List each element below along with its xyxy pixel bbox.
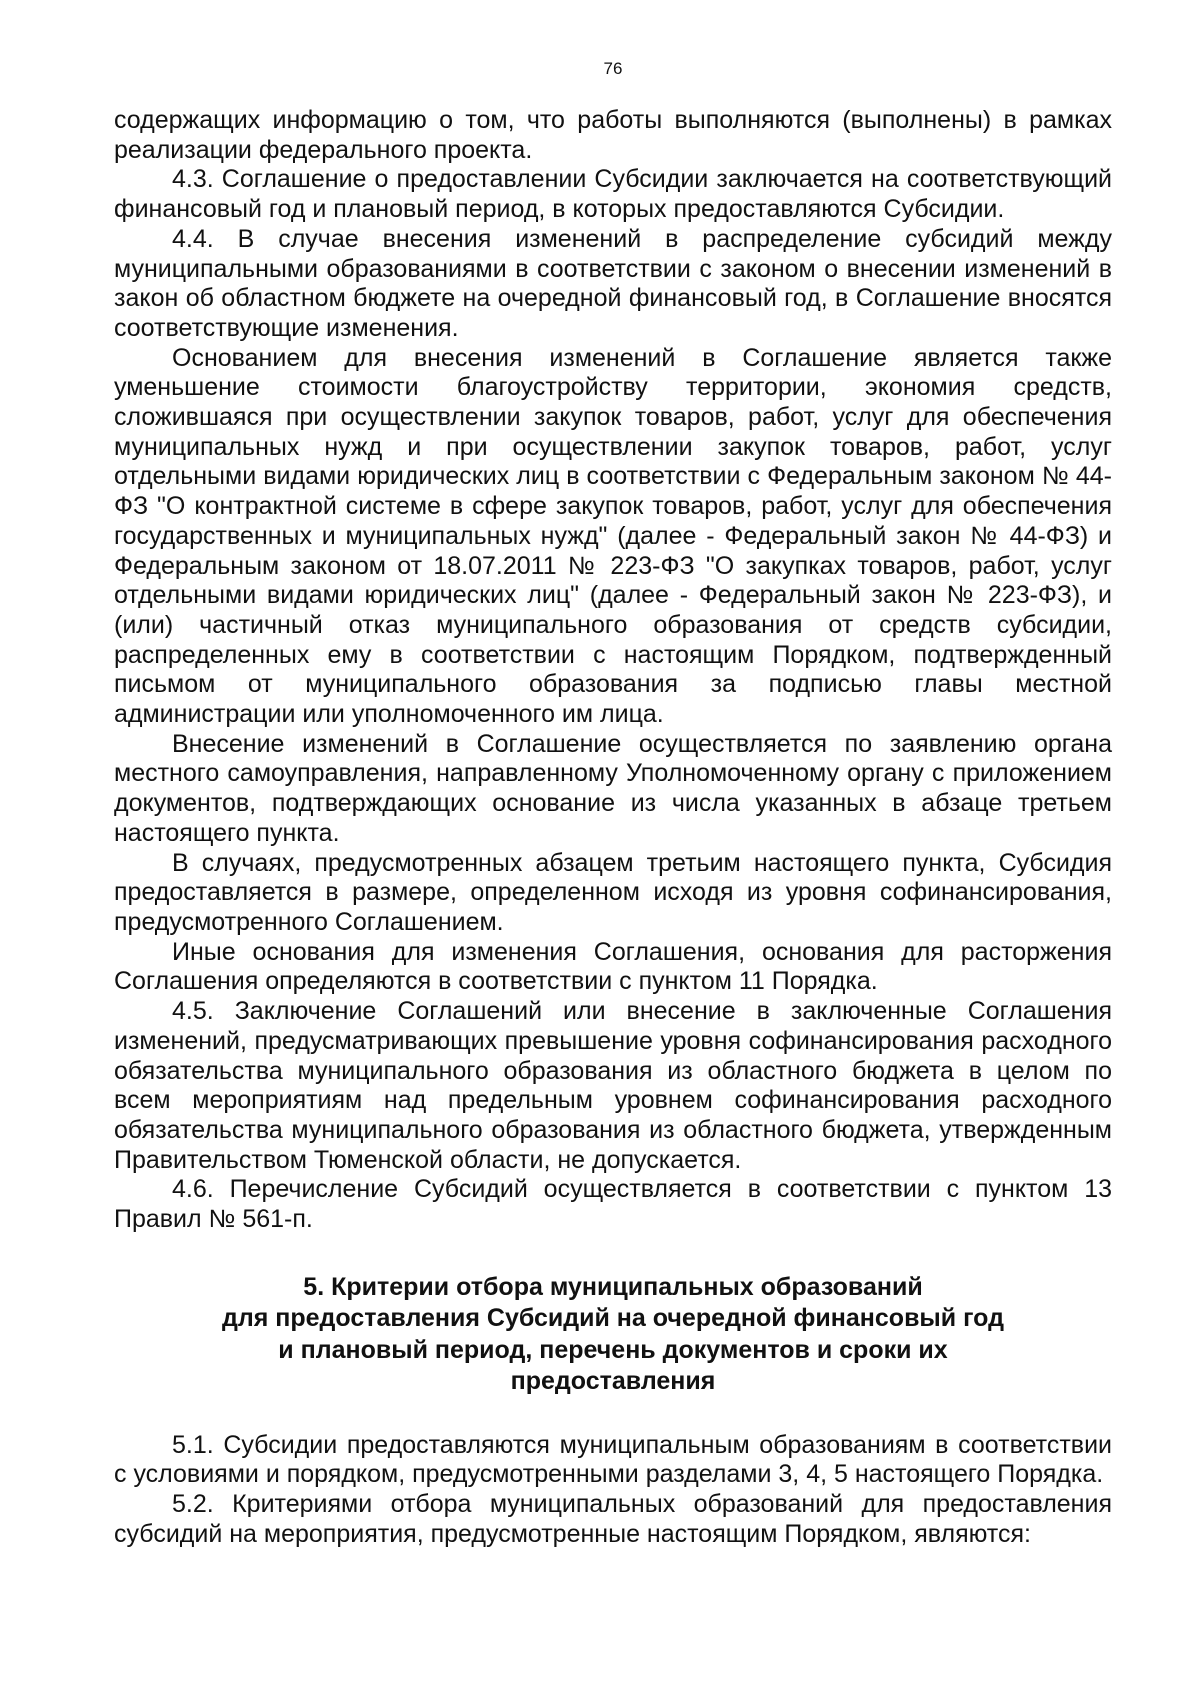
- paragraph-4-5: 4.5. Заключение Соглашений или внесение в заключенные Соглашения изменений, предусматривающих превышение уровня софинансирования расходного обязательства муниципального образования из областного бюджета в целом по всем мероприятиям над предельным уровнем софинансирования расходного обязательства муниципального образования из областного бюджета, утвержденным Правительством Тюменской области, не допускается.: [114, 997, 1112, 1174]
- paragraph-4-4: 4.4. В случае внесения изменений в распределение субсидий между муниципальными образованиями в соответствии с законом о внесении изменений в закон об областном бюджете на очередной финансовый год, в Соглашение вносятся соответствующие изменения.: [114, 224, 1112, 342]
- paragraph-4-3: 4.3. Соглашение о предоставлении Субсидии заключается на соответствующий финансовый год и плановый период, в которых предоставляются Субсидии.: [114, 165, 1112, 224]
- body-text-before: [114, 106, 1112, 1235]
- section-5-heading: [114, 1272, 1112, 1398]
- section-heading-line: предоставления: [510, 1367, 716, 1396]
- paragraph-subsidy-amount: В случаях, предусмотренных абзацем третьим настоящего пункта, Субсидия предоставляется в размере, определенном исходя из уровня софинансирования, предусмотренного Соглашением.: [114, 848, 1112, 936]
- paragraph-change-grounds: Основанием для внесения изменений в Соглашение является также уменьшение стоимости благоустройству территории, экономия средств, сложившаяся при осуществлении закупок товаров, работ, услуг для обеспечения муниципальных нужд и при осуществлении закупок товаров, работ, услуг отдельными видами юридических лиц в соответствии с Федеральным законом № 44-ФЗ "О контрактной системе в сфере закупок товаров, работ, услуг для обеспечения государственных и муниципальных нужд" (далее - Федеральный закон № 44-ФЗ) и Федеральным законом от 18.07.2011 № 223-ФЗ "О закупках товаров, работ, услуг отдельными видами юридических лиц" (далее - Федеральный закон № 223-ФЗ), и (или) частичный отказ муниципального образования от средств субсидии, распределенных ему в соответствии с настоящим Порядком, подтвержденный письмом от муниципального образования за подписью главы местной администрации или уполномоченного им лица.: [114, 343, 1112, 729]
- paragraph-4-6: 4.6. Перечисление Субсидий осуществляется в соответствии с пунктом 13 Правил № 561-п.: [114, 1175, 1112, 1234]
- paragraph-other-grounds: Иные основания для изменения Соглашения, основания для расторжения Соглашения определяются в соответствии с пунктом 11 Порядка.: [114, 937, 1112, 996]
- paragraph-5-2: 5.2. Критериями отбора муниципальных образований для предоставления субсидий на мероприятия, предусмотренные настоящим Порядком, являются:: [114, 1490, 1112, 1548]
- section-heading-line: 5. Критерии отбора муниципальных образований: [303, 1272, 923, 1301]
- section-heading-line: и плановый период, перечень документов и сроки их: [278, 1335, 948, 1364]
- body-text-after: [114, 1431, 1112, 1550]
- paragraph-5-1: 5.1. Субсидии предоставляются муниципальным образованиям в соответствии с условиями и порядком, предусмотренными разделами 3, 4, 5 настоящего Порядка.: [114, 1430, 1112, 1489]
- section-heading-line: для предоставления Субсидий на очередной финансовый год: [221, 1304, 1004, 1333]
- paragraph-change-procedure: Внесение изменений в Соглашение осуществляется по заявлению органа местного самоуправления, направленному Уполномоченному органу с приложением документов, подтверждающих основание из числа указанных в абзаце третьем настоящего пункта.: [114, 729, 1112, 847]
- paragraph-continuation: содержащих информацию о том, что работы выполняются (выполнены) в рамках реализации федерального проекта.: [114, 106, 1112, 164]
- page-number: 76: [603, 59, 623, 78]
